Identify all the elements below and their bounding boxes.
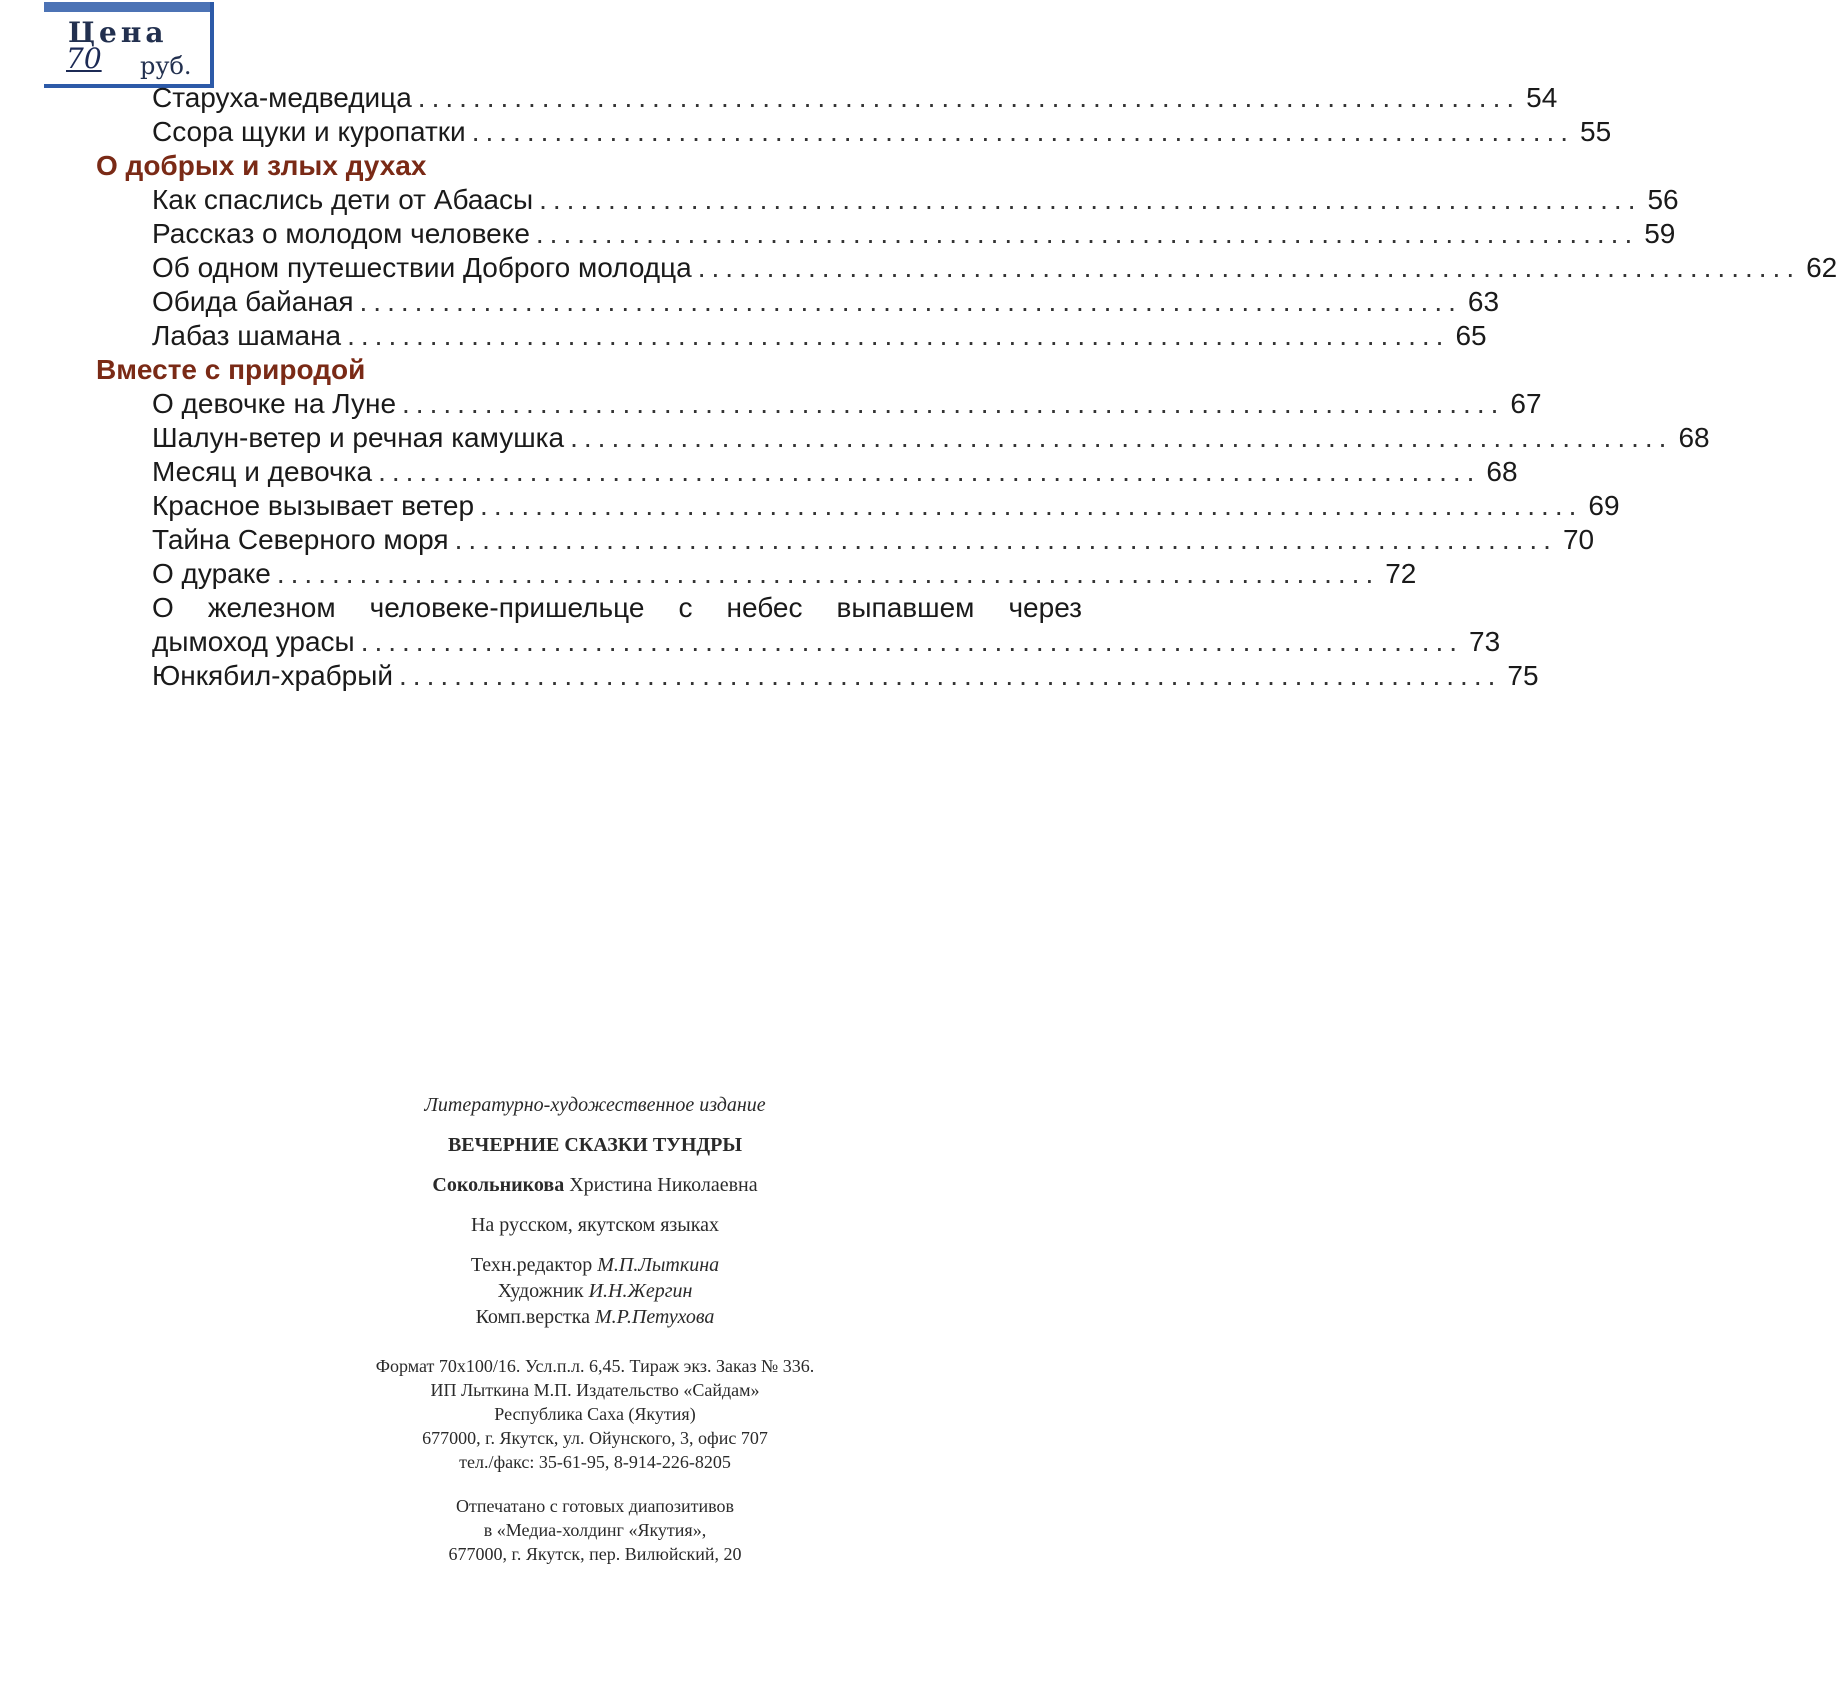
toc-leader: ................................................................................ [378, 456, 1481, 487]
publisher-line: тел./факс: 35-61-95, 8-914-226-8205 [459, 1452, 731, 1472]
toc-entry-title: Месяц и девочка [152, 456, 373, 487]
imprint-credit [0, 1254, 1190, 1277]
printer-line: Отпечатано с готовых диапозитивов [455, 1496, 735, 1516]
toc-entry [152, 218, 1676, 250]
imprint-book-title: ВЕЧЕРНИЕ СКАЗКИ ТУНДРЫ [447, 1134, 743, 1156]
toc-entry-title: Обида байаная [152, 286, 354, 317]
toc-entry [152, 82, 1558, 114]
toc-entry-page: 70 [1562, 524, 1595, 555]
toc-entry-page: 59 [1644, 218, 1676, 249]
credit-name: М.Р.Петухова [595, 1306, 715, 1328]
toc-entry-title: Рассказ о молодом человеке [152, 218, 530, 249]
toc-entry [152, 490, 1620, 522]
toc-leader: ................................................................................ [454, 524, 1557, 555]
toc-leader: ................................................................................ [535, 218, 1639, 249]
toc-entry [152, 388, 1542, 420]
toc-entry-page: 62 [1806, 252, 1837, 283]
printer-line: 677000, г. Якутск, пер. Вилюйский, 20 [448, 1544, 742, 1564]
toc-entry-page: 73 [1469, 626, 1501, 657]
toc-leader: ................................................................................ [471, 116, 1575, 147]
toc-entry [152, 116, 1612, 148]
publisher-line: Республика Саха (Якутия) [494, 1404, 696, 1424]
toc-leader: ................................................................................ [276, 558, 1380, 589]
toc-entry-title: Тайна Северного моря [152, 524, 449, 555]
toc-entry-page: 55 [1580, 116, 1612, 147]
section-heading: Вместе с природой [96, 354, 366, 385]
toc-leader: ................................................................................ [360, 626, 1464, 657]
toc-entry [152, 660, 1539, 692]
credit-role: Техн.редактор [470, 1254, 593, 1276]
toc-leader: ................................................................................ [347, 320, 1450, 351]
toc-leader: ................................................................................ [399, 660, 1502, 691]
toc-entry-title: О дураке [152, 558, 271, 589]
toc-entry [152, 524, 1595, 556]
toc-entry [152, 320, 1487, 352]
toc-entry-title: Юнкябил-храбрый [152, 660, 394, 691]
imprint-credit [0, 1306, 1190, 1329]
toc-entry-title: дымоход урасы [152, 626, 355, 657]
stamp-unit: руб. [140, 52, 192, 80]
toc-entry-title-line1: О железном человеке-пришельце с небес выпавшем через [152, 592, 1082, 623]
publisher-line: Формат 70х100/16. Усл.п.л. 6,45. Тираж экз. Заказ № 336. [375, 1356, 815, 1376]
toc-entry [152, 286, 1500, 318]
toc-entry [152, 558, 1417, 590]
toc-entry-page: 68 [1678, 422, 1710, 453]
toc-leader: ................................................................................ [697, 252, 1801, 283]
toc-entry-page: 67 [1510, 388, 1542, 419]
printer-line: в «Медиа-холдинг «Якутия», [483, 1520, 707, 1540]
stamp-bar [44, 2, 210, 12]
credit-role: Комп.верстка [475, 1306, 590, 1328]
toc-entry-title: О девочке на Луне [152, 388, 397, 419]
imprint-author [0, 1174, 1190, 1197]
stamp-label: Цена [68, 16, 168, 49]
toc-entry-title: Об одном путешествии Доброго молодца [152, 252, 692, 283]
publisher-line: 677000, г. Якутск, ул. Ойунского, 3, офис 707 [422, 1428, 768, 1448]
imprint-genre: Литературно-художественное издание [424, 1094, 766, 1116]
imprint-credit [0, 1280, 1190, 1303]
toc-entry-title: Старуха-медведица [152, 82, 412, 113]
toc-entry [152, 626, 1501, 658]
toc-entry [152, 422, 1710, 454]
imprint-languages: На русском, якутском языках [470, 1214, 720, 1236]
publisher-line: ИП Лыткина М.П. Издательство «Сайдам» [430, 1380, 760, 1400]
toc-entry [152, 184, 1679, 216]
credit-role: Художник [497, 1280, 584, 1302]
credit-name: М.П.Лыткина [597, 1254, 720, 1276]
toc-entry-title: Ссора щуки и куропатки [152, 116, 466, 147]
toc-leader: ................................................................................ [539, 184, 1642, 215]
toc-entry-page: 72 [1385, 558, 1417, 589]
toc-entry-page: 75 [1507, 660, 1539, 691]
toc-entry-title: Красное вызывает ветер [152, 490, 475, 521]
toc-entry-page: 65 [1455, 320, 1487, 351]
toc-entry-title: Как спаслись дети от Абаасы [152, 184, 534, 215]
credit-name: И.Н.Жергин [588, 1280, 693, 1302]
toc-entry-title: Лабаз шамана [152, 320, 342, 351]
toc-leader: ................................................................................ [570, 422, 1673, 453]
toc-entry-title: Шалун-ветер и речная камушка [152, 422, 565, 453]
author-surname: Сокольникова [432, 1174, 565, 1196]
section-heading: О добрых и злых духах [96, 150, 427, 181]
toc-entry [152, 252, 1837, 284]
stamp-price: 70 [66, 42, 102, 75]
toc-leader: ................................................................................ [402, 388, 1505, 419]
toc-entry-page: 69 [1588, 490, 1620, 521]
toc-entry-page: 68 [1486, 456, 1518, 487]
price-stamp [44, 2, 214, 88]
toc-entry [152, 456, 1518, 488]
toc-leader: ................................................................................ [417, 82, 1521, 113]
toc-entry-page: 54 [1526, 82, 1558, 113]
author-names: Христина Николаевна [569, 1174, 758, 1196]
toc-entry-page: 63 [1467, 286, 1500, 317]
toc-leader: ................................................................................ [359, 286, 1462, 317]
toc-leader: ................................................................................ [480, 490, 1583, 521]
toc-entry-page: 56 [1647, 184, 1679, 215]
